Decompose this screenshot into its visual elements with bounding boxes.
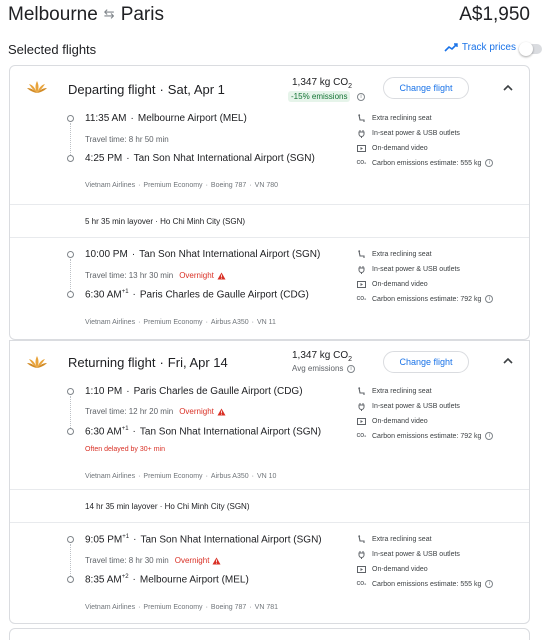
departing-label: Departing flight bbox=[68, 82, 156, 97]
flight-number: VN 11 bbox=[257, 319, 276, 326]
aircraft: Boeing 787 bbox=[210, 182, 247, 189]
departure-dot bbox=[67, 536, 74, 543]
amenity-label: Extra reclining seat bbox=[372, 387, 432, 395]
power-plug-icon bbox=[357, 129, 366, 138]
amenities bbox=[357, 385, 527, 445]
day-offset: +2 bbox=[121, 574, 129, 580]
timeline bbox=[67, 251, 75, 301]
cabin-class: Premium Economy bbox=[143, 604, 203, 611]
departing-date: Sat, Apr 1 bbox=[167, 82, 225, 97]
overnight-label: Overnight bbox=[179, 407, 214, 416]
amenity-label: On-demand video bbox=[372, 280, 428, 288]
aircraft: Airbus A350 bbox=[210, 473, 249, 480]
airline: Vietnam Airlines bbox=[85, 604, 136, 611]
arrival-stop: 6:30 $AM^{+1}$ · Tan Son Nhat International Airport (SGN) bbox=[85, 426, 322, 438]
co2-icon: CO₂ bbox=[356, 160, 367, 166]
layover-row bbox=[10, 489, 529, 523]
aircraft: Airbus A350 bbox=[210, 319, 249, 326]
flight-leg bbox=[10, 110, 529, 200]
day-offset: +1 bbox=[122, 534, 130, 540]
layover-text: 5 hr 35 min layover · Ho Chi Minh City (SGN) bbox=[85, 217, 246, 226]
overnight-label: Overnight bbox=[174, 556, 210, 565]
delay-warning: Often delayed by 30+ min bbox=[85, 446, 165, 453]
amenity-power bbox=[357, 263, 460, 275]
amenity-power bbox=[357, 127, 460, 139]
airline: Vietnam Airlines bbox=[85, 319, 136, 326]
co2-subscript: 2 bbox=[348, 356, 353, 363]
amenity-emissions bbox=[357, 293, 493, 305]
cabin-class: Premium Economy bbox=[143, 319, 203, 326]
flight-number: VN 10 bbox=[257, 473, 277, 480]
emissions-badge: -15% emissions bbox=[288, 91, 350, 102]
reclining-seat-icon bbox=[357, 535, 366, 544]
travel-time-label: Travel time: 8 hr 30 min bbox=[85, 556, 169, 565]
trend-icon bbox=[444, 43, 458, 53]
overnight-label: Overnight bbox=[179, 271, 214, 280]
flight-meta: Vietnam Airlines · Premium Economy · Boeing 787 · VN 780 bbox=[85, 182, 279, 189]
arrival-dot bbox=[67, 576, 74, 583]
amenity-label: Extra reclining seat bbox=[372, 250, 432, 258]
total-price: A$1,950 bbox=[459, 4, 530, 25]
departing-co2 bbox=[292, 77, 352, 90]
amenity-label: Extra reclining seat bbox=[372, 535, 432, 543]
info-icon[interactable]: i bbox=[357, 93, 365, 101]
amenity-emissions bbox=[357, 430, 493, 442]
co2-icon: CO₂ bbox=[356, 433, 367, 439]
amenity-emissions bbox=[357, 157, 493, 169]
co2-subscript: 2 bbox=[348, 83, 353, 90]
power-plug-icon bbox=[357, 550, 366, 559]
amenity-seat bbox=[357, 385, 432, 397]
amenity-label: Carbon emissions estimate: 792 kg bbox=[372, 432, 482, 440]
track-prices-label: Track prices bbox=[461, 42, 516, 53]
amenity-power bbox=[357, 400, 460, 412]
departure-stop: 10:00 PM · Tan Son Nhat International Airport (SGN) bbox=[85, 249, 321, 260]
arrival-stop: 4:25 PM · Tan Son Nhat International Airport (SGN) bbox=[85, 153, 315, 164]
travel-time-label: Travel time: 12 hr 20 min bbox=[85, 407, 174, 416]
flight-number: VN 780 bbox=[254, 182, 279, 189]
departure-airport: Tan Son Nhat International Airport (SGN) bbox=[140, 534, 322, 546]
video-icon bbox=[357, 565, 366, 574]
layover-row bbox=[10, 204, 529, 238]
amenities bbox=[357, 533, 527, 593]
warning-icon bbox=[212, 557, 221, 565]
amenity-label: In-seat power & USB outlets bbox=[372, 129, 460, 137]
timeline-line bbox=[70, 544, 71, 576]
amenity-label: Extra reclining seat bbox=[372, 114, 432, 122]
track-prices[interactable] bbox=[444, 42, 530, 53]
vietnam-airlines-logo-icon bbox=[26, 355, 48, 369]
arrival-time: 6:30 AM bbox=[85, 289, 122, 301]
chevron-up-icon[interactable] bbox=[502, 355, 514, 367]
day-offset: +1 bbox=[121, 426, 129, 432]
timeline bbox=[67, 115, 75, 165]
arrival-time: 4:25 PM bbox=[85, 153, 123, 164]
timeline bbox=[67, 388, 75, 438]
returning-co2 bbox=[292, 350, 352, 363]
info-icon[interactable]: i bbox=[485, 432, 493, 440]
arrival-time: 8:35 AM bbox=[85, 574, 122, 586]
video-icon bbox=[357, 144, 366, 153]
toggle-knob bbox=[519, 42, 533, 56]
returning-date: Fri, Apr 14 bbox=[167, 355, 228, 370]
amenity-emissions bbox=[357, 578, 493, 590]
arrival-dot bbox=[67, 291, 74, 298]
info-icon[interactable]: i bbox=[485, 295, 493, 303]
flight-leg bbox=[10, 246, 529, 341]
amenity-seat bbox=[357, 112, 432, 124]
arrival-airport: Melbourne Airport (MEL) bbox=[139, 574, 249, 586]
co2-icon: CO₂ bbox=[356, 581, 367, 587]
aircraft: Boeing 787 bbox=[210, 604, 247, 611]
cabin-class: Premium Economy bbox=[143, 473, 203, 480]
flight-leg bbox=[10, 531, 529, 625]
info-icon[interactable]: i bbox=[485, 159, 493, 167]
amenity-seat bbox=[357, 248, 432, 260]
amenity-label: On-demand video bbox=[372, 565, 428, 573]
co2-icon: CO₂ bbox=[356, 296, 367, 302]
departure-dot bbox=[67, 388, 74, 395]
layover-text: 14 hr 35 min layover · Ho Chi Minh City (SGN) bbox=[85, 502, 250, 511]
reclining-seat-icon bbox=[357, 114, 366, 123]
reclining-seat-icon bbox=[357, 387, 366, 396]
travel-time-label: Travel time: 13 hr 30 min bbox=[85, 271, 174, 280]
chevron-up-icon[interactable] bbox=[502, 82, 514, 94]
departing-card bbox=[9, 65, 530, 340]
vietnam-airlines-logo-icon bbox=[26, 80, 48, 94]
flight-meta: Vietnam Airlines · Premium Economy · Boeing 787 · VN 781 bbox=[85, 604, 279, 611]
returning-card bbox=[9, 340, 530, 624]
timeline-line bbox=[70, 123, 71, 155]
returning-label: Returning flight bbox=[68, 355, 156, 370]
airline: Vietnam Airlines bbox=[85, 473, 136, 480]
flight-leg bbox=[10, 383, 529, 485]
selected-flights-heading: Selected flights bbox=[8, 42, 97, 57]
amenities bbox=[357, 248, 527, 308]
travel-time bbox=[85, 407, 226, 416]
travel-time bbox=[85, 271, 226, 280]
timeline bbox=[67, 536, 75, 586]
amenity-label: Carbon emissions estimate: 555 kg bbox=[372, 580, 482, 588]
power-plug-icon bbox=[357, 402, 366, 411]
arrival-airport: Paris Charles de Gaulle Airport (CDG) bbox=[139, 289, 309, 301]
departure-stop: 1:10 PM · Paris Charles de Gaulle Airport (CDG) bbox=[85, 386, 303, 397]
departure-stop: 9:05 $PM^{+1}$ · Tan Son Nhat International Airport (SGN) bbox=[85, 534, 322, 546]
departure-dot bbox=[67, 251, 74, 258]
flight-meta: Vietnam Airlines · Premium Economy · Airbus A350 · VN 10 bbox=[85, 473, 277, 480]
amenity-label: In-seat power & USB outlets bbox=[372, 550, 460, 558]
video-icon bbox=[357, 280, 366, 289]
departure-dot bbox=[67, 115, 74, 122]
amenities bbox=[357, 112, 527, 172]
trip-header bbox=[8, 4, 530, 30]
departure-airport: Tan Son Nhat International Airport (SGN) bbox=[139, 249, 321, 260]
airline: Vietnam Airlines bbox=[85, 182, 136, 189]
warning-icon bbox=[217, 408, 226, 416]
info-icon[interactable]: i bbox=[485, 580, 493, 588]
warning-icon bbox=[217, 272, 226, 280]
departure-time: 1:10 PM bbox=[85, 386, 123, 397]
timeline-line bbox=[70, 259, 71, 291]
arrival-stop: 6:30 $AM^{+1}$ · Paris Charles de Gaulle Airport (CDG) bbox=[85, 289, 309, 301]
travel-time: Travel time: 8 hr 50 min bbox=[85, 135, 169, 144]
departing-header[interactable] bbox=[10, 66, 529, 114]
arrival-dot bbox=[67, 155, 74, 162]
amenity-label: Carbon emissions estimate: 555 kg bbox=[372, 159, 482, 167]
arrival-dot bbox=[67, 428, 74, 435]
returning-header[interactable] bbox=[10, 341, 529, 389]
info-icon[interactable]: i bbox=[347, 365, 355, 373]
departure-airport: Paris Charles de Gaulle Airport (CDG) bbox=[133, 386, 303, 397]
departure-time: 9:05 PM bbox=[85, 534, 123, 546]
amenity-label: Carbon emissions estimate: 792 kg bbox=[372, 295, 482, 303]
amenity-video bbox=[357, 415, 428, 427]
arrival-stop: 8:35 $AM^{+2}$ · Melbourne Airport (MEL) bbox=[85, 574, 249, 586]
power-plug-icon bbox=[357, 265, 366, 274]
co2-value: 1,347 kg CO bbox=[292, 350, 349, 361]
video-icon bbox=[357, 417, 366, 426]
cabin-class: Premium Economy bbox=[143, 182, 203, 189]
amenity-seat bbox=[357, 533, 432, 545]
timeline-line bbox=[70, 396, 71, 428]
amenity-label: In-seat power & USB outlets bbox=[372, 265, 460, 273]
arrival-time: 6:30 AM bbox=[85, 426, 122, 438]
next-card-edge bbox=[9, 628, 530, 640]
amenity-label: On-demand video bbox=[372, 144, 428, 152]
departure-time: 10:00 PM bbox=[85, 249, 128, 260]
swap-arrows-icon: ⇆ bbox=[103, 6, 115, 21]
flight-number: VN 781 bbox=[254, 604, 279, 611]
amenity-label: In-seat power & USB outlets bbox=[372, 402, 460, 410]
travel-time bbox=[85, 556, 221, 565]
arrival-airport: Tan Son Nhat International Airport (SGN) bbox=[139, 426, 322, 438]
origin-city: Melbourne bbox=[8, 4, 98, 25]
amenity-label: On-demand video bbox=[372, 417, 428, 425]
departure-airport: Melbourne Airport (MEL) bbox=[137, 113, 247, 124]
route-title bbox=[8, 4, 164, 26]
flight-meta: Vietnam Airlines · Premium Economy · Airbus A350 · VN 11 bbox=[85, 319, 276, 326]
arrival-airport: Tan Son Nhat International Airport (SGN) bbox=[133, 153, 315, 164]
departure-stop: 11:35 AM · Melbourne Airport (MEL) bbox=[85, 113, 247, 124]
track-prices-toggle[interactable] bbox=[520, 44, 542, 54]
change-flight-button[interactable]: Change flight bbox=[383, 77, 469, 99]
co2-value: 1,347 kg CO bbox=[292, 77, 349, 88]
emissions-badge: Avg emissions bbox=[292, 364, 344, 373]
change-flight-button[interactable]: Change flight bbox=[383, 351, 469, 373]
amenity-video bbox=[357, 142, 428, 154]
amenity-power bbox=[357, 548, 460, 560]
reclining-seat-icon bbox=[357, 250, 366, 259]
day-offset: +1 bbox=[121, 289, 129, 295]
departure-time: 11:35 AM bbox=[85, 113, 127, 124]
departing-title: Departing flight · Sat, Apr 1 bbox=[68, 82, 225, 97]
amenity-video bbox=[357, 278, 428, 290]
amenity-video bbox=[357, 563, 428, 575]
destination-city: Paris bbox=[120, 4, 164, 25]
returning-title: Returning flight · Fri, Apr 14 bbox=[68, 355, 228, 370]
